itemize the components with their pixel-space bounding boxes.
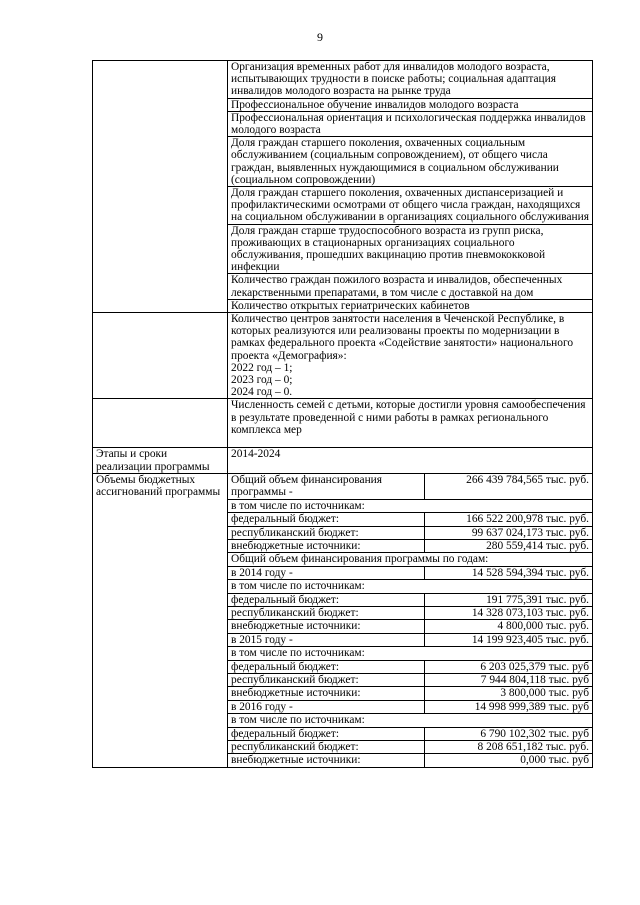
families-cell: Численность семей с детьми, которые достигли уровня самообеспечения в результате проведенной с ними работы в рамках регионального комплекса мер (228, 399, 593, 448)
year-republic-label: республиканский бюджет: (228, 606, 425, 619)
budget-total-row (228, 474, 592, 499)
indicator-item: Количество открытых гериатрических кабинетов (228, 299, 592, 312)
passport-table (92, 60, 593, 768)
indicator-item: Доля граждан старшего поколения, охваченных социальным обслуживанием (социальным сопровождением), от общего числа граждан, выявленных нуждающимися в социальном обслуживании (социальном сопровождении) (228, 136, 592, 186)
year-federal-label: федеральный бюджет: (228, 593, 425, 606)
page-number: 9 (317, 30, 323, 44)
federal-value: 166 522 200,978 тыс. руб. (425, 513, 593, 526)
families-row (93, 399, 593, 448)
year-republic-value: 14 328 073,103 тыс. руб. (425, 606, 593, 619)
budget-total-value: 266 439 784,565 тыс. руб. (425, 474, 593, 499)
budget-row (93, 473, 593, 767)
budget-sources-heading: в том числе по источникам: (228, 499, 592, 512)
indicators-cell (228, 61, 593, 313)
year-total: 14 998 999,389 тыс. руб (425, 700, 593, 713)
extra-label: внебюджетные источники: (228, 539, 425, 552)
budget-label: Объемы бюджетных ассигнований программы (93, 473, 228, 767)
republic-label: республиканский бюджет: (228, 526, 425, 539)
families-label-cell (93, 399, 228, 448)
stages-label: Этапы и сроки реализации программы (93, 448, 228, 473)
budget-total-label: Общий объем финансирования программы - (228, 474, 425, 499)
year-extra-value: 3 800,000 тыс. руб (425, 687, 593, 700)
year-sources-heading: в том числе по источникам: (228, 647, 592, 660)
budget-cell (228, 473, 593, 767)
year-federal-label: федеральный бюджет: (228, 660, 425, 673)
budget-table (228, 474, 592, 767)
year-republic-label: республиканский бюджет: (228, 673, 425, 686)
year-sources-heading: в том числе по источникам: (228, 580, 592, 593)
indicator-item: Доля граждан старшего поколения, охваченных диспансеризацией и профилактическими осмотрами от общего числа граждан, находящихся на социальном обслуживании в организациях социального обслуживания (228, 186, 592, 224)
year-extra-label: внебюджетные источники: (228, 754, 425, 767)
employment-centers-text: Количество центров занятости населения в Чеченской Республике, в которых реализуются или реализованы проекты по модернизации в рамках федерального проекта «Содействие занятости» национального проекта «Демография»: (231, 313, 574, 362)
year-label: в 2014 году - (228, 566, 425, 579)
year-republic-value: 8 208 651,182 тыс. руб. (425, 741, 593, 754)
employment-2024: 2024 год – 0. (231, 386, 293, 399)
indicator-item: Количество граждан пожилого возраста и инвалидов, обеспеченных лекарственными препаратами, в том числе с доставкой на дом (228, 273, 592, 298)
year-extra-value: 0,000 тыс. руб (520, 754, 589, 767)
indicator-item: Профессиональная ориентация и психологическая поддержка инвалидов молодого возраста (228, 111, 592, 136)
employment-2022: 2022 год – 1; (231, 361, 293, 374)
stages-value: 2014-2024 (228, 448, 593, 473)
budget-years-heading: Общий объем финансирования программы по годам: (228, 553, 592, 566)
year-sources-heading: в том числе по источникам: (228, 714, 592, 727)
year-total: 14 199 923,405 тыс. руб. (425, 633, 593, 646)
year-federal-value: 6 203 025,379 тыс. руб (425, 660, 593, 673)
year-label: в 2016 году - (228, 700, 425, 713)
year-extra-label: внебюджетные источники: (228, 687, 425, 700)
employment-centers-label-cell (93, 313, 228, 399)
indicators-label-cell (93, 61, 228, 313)
year-label: в 2015 году - (228, 633, 425, 646)
federal-label: федеральный бюджет: (228, 513, 425, 526)
year-extra-value: 4 800,000 тыс. руб. (425, 620, 593, 633)
employment-2023: 2023 год – 0; (231, 374, 293, 387)
employment-centers-cell (228, 313, 593, 399)
year-federal-value: 191 775,391 тыс. руб. (425, 593, 593, 606)
indicators-row (93, 61, 593, 313)
stages-row (93, 448, 593, 473)
indicator-item: Доля граждан старше трудоспособного возраста из групп риска, проживающих в стационарных организациях социального обслуживания, прошедших вакцинацию против пневмококковой инфекции (228, 224, 592, 274)
indicator-item: Организация временных работ для инвалидов молодого возраста, испытывающих трудности в поиске работы; социальная адаптация инвалидов молодого возраста на рынке труда (231, 61, 556, 98)
indicator-item: Профессиональное обучение инвалидов молодого возраста (228, 98, 592, 111)
year-federal-value: 6 790 102,302 тыс. руб (425, 727, 593, 740)
year-total: 14 528 594,394 тыс. руб. (425, 566, 593, 579)
extra-value: 280 559,414 тыс. руб. (425, 539, 593, 552)
year-extra-label: внебюджетные источники: (228, 620, 425, 633)
republic-value: 99 637 024,173 тыс. руб. (425, 526, 593, 539)
year-republic-value: 7 944 804,118 тыс. руб (425, 673, 593, 686)
year-republic-label: республиканский бюджет: (228, 741, 425, 754)
year-federal-label: федеральный бюджет: (228, 727, 425, 740)
employment-centers-row (93, 313, 593, 399)
